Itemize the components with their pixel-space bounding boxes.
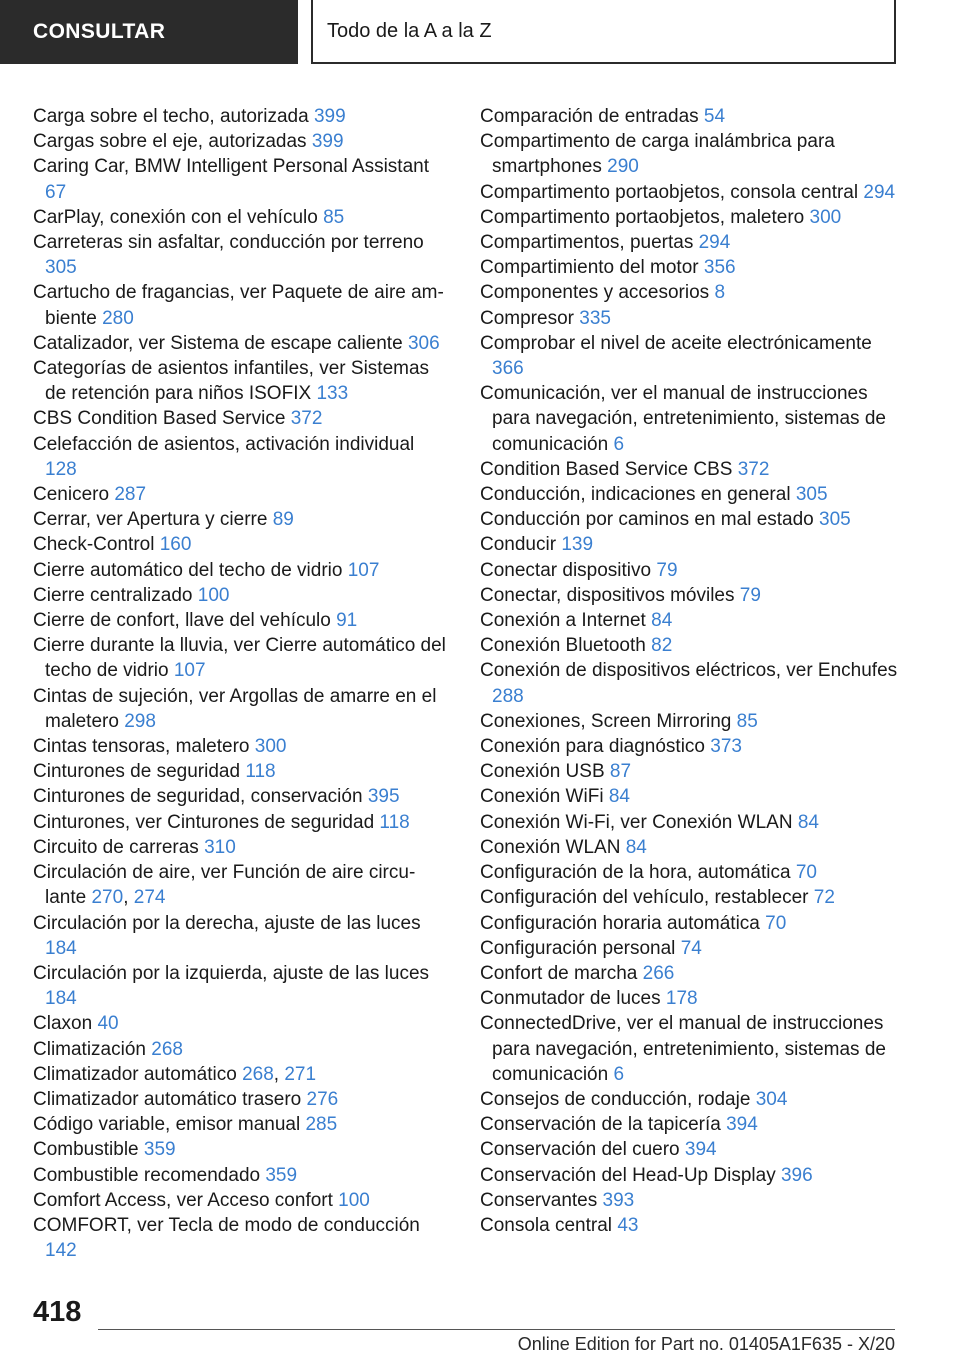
section-tab — [0, 0, 298, 64]
index-entry-text: Cenicero — [33, 484, 110, 506]
page-link[interactable]: 274 — [133, 887, 166, 909]
page-link[interactable]: 366 — [492, 358, 524, 380]
index-entry — [480, 532, 900, 557]
index-entry-text: Climatización — [33, 1038, 146, 1060]
index-entry-text: Conexión Bluetooth — [480, 635, 646, 657]
page-link[interactable]: 372 — [737, 458, 770, 480]
index-entry-text: Configuración personal — [480, 937, 676, 959]
page-link[interactable]: 300 — [254, 736, 287, 758]
index-entry — [480, 961, 900, 986]
page-link[interactable]: 54 — [703, 106, 726, 127]
page-link[interactable]: 285 — [305, 1114, 338, 1136]
index-entry-text: Celefacción de asientos, activación individual — [33, 433, 415, 455]
index-entry — [480, 784, 900, 809]
index-entry-text: Check-Control — [33, 534, 155, 556]
index-entry — [480, 658, 900, 708]
index-entry-text: Circulación por la derecha, ajuste de las luces — [33, 912, 421, 934]
page-link[interactable]: 142 — [45, 1240, 77, 1262]
index-entry — [480, 306, 900, 331]
index-entry — [33, 432, 448, 482]
index-entry-text: Código variable, emisor manual — [33, 1114, 301, 1136]
index-entry-text: Conducción, indicaciones en general — [480, 484, 791, 506]
page-link[interactable]: 84 — [625, 836, 647, 858]
index-entry — [33, 961, 448, 1011]
index-entry — [33, 1137, 448, 1162]
page-link[interactable]: 107 — [347, 559, 380, 581]
index-entry — [480, 759, 900, 784]
index-entry-text: Consejos de conducción, rodaje — [480, 1088, 751, 1110]
index-entry-text: Conservantes — [480, 1189, 598, 1211]
index-entry — [480, 911, 900, 936]
page-link[interactable]: 118 — [379, 811, 410, 833]
index-entry — [33, 558, 448, 583]
page-link[interactable]: 85 — [323, 206, 345, 228]
index-entry-text: Compartimento portaobjetos, maletero — [480, 206, 805, 228]
index-entry-text: CarPlay, conexión con el vehículo — [33, 206, 318, 228]
index-entry — [33, 759, 448, 784]
index-entry — [480, 482, 900, 507]
page-link[interactable]: 72 — [813, 887, 835, 909]
index-entry — [480, 1213, 900, 1238]
index-entry — [33, 1188, 448, 1213]
index-entry-text: Conservación de la tapicería — [480, 1114, 721, 1136]
index-entry — [33, 507, 448, 532]
index-entry-text: Cierre de confort, llave del vehículo — [33, 610, 331, 632]
index-entry-text: Categorías de asientos infantiles, ver Sistemas de retención para niños ISOFIX — [33, 358, 430, 405]
index-entry-text: Configuración de la hora, automática — [480, 862, 791, 884]
page-link[interactable]: 85 — [736, 710, 758, 732]
index-entry — [480, 280, 900, 305]
index-entry-text: Cierre automático del techo de vidrio — [33, 559, 343, 581]
page-link[interactable]: 294 — [698, 232, 731, 254]
page-number: 418 — [33, 1296, 82, 1328]
index-entry — [480, 180, 900, 205]
page-link[interactable]: 89 — [272, 509, 294, 531]
page-link[interactable]: 373 — [710, 736, 742, 758]
index-entry-text: Componentes y accesorios — [480, 282, 710, 304]
index-entry-text: Comparación de entradas — [480, 106, 699, 127]
index-entry — [480, 1137, 900, 1162]
page-link[interactable]: 100 — [338, 1189, 370, 1211]
index-entry-text: ConnectedDrive, ver el manual de instrucciones para navegación, entretenimiento, sistemas de comunicación — [480, 1013, 886, 1085]
index-entry-text: Cintas tensoras, maletero — [33, 736, 250, 758]
page-link[interactable]: 305 — [819, 509, 851, 531]
page-link[interactable]: 359 — [143, 1139, 176, 1161]
index-entry — [480, 885, 900, 910]
index-entry — [480, 835, 900, 860]
index-entry — [480, 986, 900, 1011]
index-entry — [33, 633, 448, 683]
page-link[interactable]: 298 — [124, 710, 156, 732]
index-entry — [480, 381, 900, 457]
page-link[interactable]: 79 — [656, 559, 678, 581]
page-link[interactable]: 178 — [665, 988, 698, 1010]
index-entry — [33, 331, 448, 356]
page-link[interactable]: 139 — [561, 534, 594, 556]
page-link[interactable]: 268 — [151, 1038, 183, 1060]
index-entry-text: Condition Based Service CBS — [480, 458, 733, 480]
index-entry-text: CBS Condition Based Service — [33, 408, 286, 430]
chapter-title: Todo de la A a la Z — [327, 19, 492, 42]
index-entry-text: Compartimiento del motor — [480, 257, 699, 279]
index-entry-text: Conducción por caminos en mal estado — [480, 509, 814, 531]
chapter-header — [311, 0, 896, 64]
page-link[interactable]: 305 — [45, 257, 77, 279]
page-link[interactable]: 287 — [114, 484, 147, 506]
index-entry — [480, 1112, 900, 1137]
index-entry-text: Configuración del vehículo, restablecer — [480, 887, 809, 909]
index-column-left — [33, 104, 448, 1263]
page-link[interactable]: 70 — [795, 862, 817, 884]
page-link[interactable]: 306 — [407, 332, 440, 354]
index-entry — [33, 810, 448, 835]
index-entry-text: Cargas sobre el eje, autorizadas — [33, 131, 307, 153]
index-entry-text: Conexión a Internet — [480, 610, 646, 632]
page-link[interactable]: 128 — [45, 458, 77, 480]
page-link[interactable]: 399 — [311, 131, 344, 153]
page-link[interactable]: 268 — [242, 1063, 274, 1085]
page-link[interactable]: 84 — [608, 786, 630, 808]
page-link[interactable]: 294 — [863, 181, 896, 203]
index-entry — [33, 532, 448, 557]
page-link[interactable]: 335 — [579, 307, 611, 329]
index-entry-text: Cinturones de seguridad, conservación — [33, 786, 363, 808]
index-entry-text: Carreteras sin asfaltar, conducción por terreno — [33, 232, 424, 254]
page-link[interactable]: 394 — [684, 1139, 717, 1161]
index-entry — [480, 457, 900, 482]
page-link[interactable]: 396 — [780, 1164, 813, 1186]
index-entry-text: Compartimento de carga inalámbrica para smartphones — [480, 131, 835, 178]
page-link[interactable]: 290 — [607, 156, 639, 178]
page-link[interactable]: 70 — [765, 912, 787, 934]
index-entry — [33, 1037, 448, 1062]
index-entry-text: Conservación del Head-Up Display — [480, 1164, 776, 1186]
page-link[interactable]: 393 — [602, 1189, 635, 1211]
index-entry — [480, 633, 900, 658]
index-column-right — [480, 104, 900, 1238]
page-link[interactable]: 266 — [642, 962, 675, 984]
index-entry — [480, 810, 900, 835]
page-link[interactable]: 184 — [45, 937, 77, 959]
index-entry — [33, 835, 448, 860]
page-link[interactable]: 100 — [197, 584, 230, 606]
index-entry-text: Conexión Wi-Fi, ver Conexión WLAN — [480, 811, 793, 833]
index-entry-text: Conexión de dispositivos eléctricos, ver Enchufes — [480, 660, 898, 682]
index-entry-text: Conexión para diagnóstico — [480, 736, 705, 758]
page-link[interactable]: 107 — [173, 660, 206, 682]
index-entry-text: Circuito de carreras — [33, 836, 199, 858]
index-entry-text: Compartimentos, puertas — [480, 232, 694, 254]
index-entry-text: Carga sobre el techo, autorizada — [33, 106, 309, 127]
index-entry — [33, 154, 448, 204]
index-entry-text: Combustible — [33, 1139, 139, 1161]
index-entry-text: Circulación de aire, ver Función de aire circulante — [33, 862, 416, 909]
index-entry — [480, 507, 900, 532]
index-entry — [480, 230, 900, 255]
index-entry: Climatizador automático 268, 271 — [33, 1063, 317, 1085]
index-entry — [33, 104, 448, 129]
index-entry — [33, 784, 448, 809]
index-entry — [33, 911, 448, 961]
index-entry — [480, 709, 900, 734]
index-entry-text: Confort de marcha — [480, 962, 638, 984]
page-link[interactable]: 271 — [284, 1063, 317, 1085]
index-entry-text: Conducir — [480, 534, 557, 556]
index-entry — [33, 1087, 448, 1112]
index-entry-text: Comunicación, ver el manual de instrucciones para navegación, entretenimiento, sistemas de comunicación — [480, 383, 886, 455]
index-entry — [33, 230, 448, 280]
page-link[interactable]: 87 — [609, 761, 632, 783]
page-link[interactable]: 372 — [290, 408, 323, 430]
index-entry-text: Cinturones, ver Cinturones de seguridad — [33, 811, 375, 833]
page-link[interactable]: 74 — [680, 937, 702, 959]
index-entry-text: Circulación por la izquierda, ajuste de las luces — [33, 962, 430, 984]
index-entry — [480, 734, 900, 759]
index-entry — [480, 104, 900, 129]
index-entry — [480, 936, 900, 961]
index-entry — [480, 558, 900, 583]
index-entry — [480, 1188, 900, 1213]
index-entry-text: Caring Car, BMW Intelligent Personal Assistant — [33, 156, 430, 178]
page-link[interactable]: 133 — [316, 383, 349, 405]
page-link[interactable]: 40 — [97, 1013, 119, 1035]
index-entry — [33, 129, 448, 154]
index-entry-text: Comprobar el nivel de aceite electrónicamente — [480, 332, 872, 354]
index-entry — [33, 406, 448, 431]
page-link[interactable]: 82 — [651, 635, 673, 657]
index-entry — [33, 356, 448, 406]
index-entry-text: Catalizador, ver Sistema de escape caliente — [33, 332, 403, 354]
edition-footer: Online Edition for Part no. 01405A1F635 - X/20 — [517, 1334, 895, 1354]
index-entry-text: Compartimento portaobjetos, consola central — [480, 181, 859, 203]
index-entry: Circulación de aire, ver Función de aire circulante 270, 274 — [33, 862, 416, 909]
index-entry — [480, 1087, 900, 1112]
index-entry — [480, 205, 900, 230]
page-link[interactable]: 67 — [45, 181, 67, 203]
index-entry-text: Cerrar, ver Apertura y cierre — [33, 509, 268, 531]
index-entry-text: Combustible recomendado — [33, 1164, 261, 1186]
index-entry — [33, 734, 448, 759]
page-link[interactable]: 118 — [245, 761, 276, 783]
page-link[interactable]: 399 — [313, 106, 346, 127]
index-entry-text: Conexión WLAN — [480, 836, 621, 858]
page-link[interactable]: 359 — [265, 1164, 298, 1186]
page-link[interactable]: 394 — [726, 1114, 758, 1136]
page-link[interactable]: 84 — [797, 811, 819, 833]
index-entry — [480, 608, 900, 633]
index-entry — [33, 1163, 448, 1188]
index-entry-text: Consola central — [480, 1214, 613, 1236]
section-tab-label: CONSULTAR — [33, 20, 166, 43]
index-entry-text: Conexión WiFi — [480, 786, 604, 808]
index-entry — [33, 583, 448, 608]
index-entry — [33, 205, 448, 230]
page-link[interactable]: 43 — [617, 1214, 639, 1236]
index-entry-text: Compresor — [480, 307, 574, 329]
index-entry — [33, 1011, 448, 1036]
index-entry — [480, 1163, 900, 1188]
index-entry — [33, 684, 448, 734]
index-entry-text: Climatizador automático trasero — [33, 1088, 302, 1110]
index-entry — [480, 1011, 900, 1087]
index-entry — [33, 608, 448, 633]
index-entry-text: Cierre centralizado — [33, 584, 193, 606]
page-link[interactable]: 160 — [159, 534, 192, 556]
index-entry — [480, 255, 900, 280]
index-entry-text: Conectar, dispositivos móviles — [480, 584, 735, 606]
page-link[interactable]: 356 — [703, 257, 736, 279]
index-entry-text: Cartucho de fragancias, ver Paquete de aire ambiente — [33, 282, 444, 329]
index-entry-text: Conmutador de luces — [480, 988, 661, 1010]
index-entry — [480, 129, 900, 179]
page-link[interactable]: 6 — [613, 1063, 625, 1085]
page-link[interactable]: 280 — [102, 307, 134, 329]
page-link[interactable]: 84 — [651, 610, 673, 632]
page-link[interactable]: 79 — [739, 584, 761, 606]
page-link[interactable]: 300 — [809, 206, 842, 228]
index-entry — [33, 482, 448, 507]
index-entry-text: Conectar dispositivo — [480, 559, 652, 581]
page-link[interactable]: 6 — [613, 433, 625, 455]
page-link[interactable]: 288 — [492, 685, 524, 707]
index-entry-text: Comfort Access, ver Acceso confort — [33, 1189, 333, 1211]
footer-divider — [98, 1329, 895, 1330]
index-entry — [480, 331, 900, 381]
index-entry-text: Conexiones, Screen Mirroring — [480, 710, 732, 732]
page-link[interactable]: 184 — [45, 988, 77, 1010]
page-link[interactable]: 91 — [336, 610, 358, 632]
page-link[interactable]: 304 — [755, 1088, 788, 1110]
index-entry-text: COMFORT, ver Tecla de modo de conducción — [33, 1214, 420, 1236]
page-link[interactable]: 8 — [714, 282, 726, 304]
index-entry-text: Conservación del cuero — [480, 1139, 680, 1161]
page-link[interactable]: 310 — [204, 836, 236, 858]
index-entry-text: Conexión USB — [480, 761, 605, 783]
index-entry-text: Configuración horaria automática — [480, 912, 760, 934]
page-link[interactable]: 276 — [306, 1088, 339, 1110]
index-entry — [480, 860, 900, 885]
page-link[interactable]: 395 — [367, 786, 400, 808]
index-entry-text: Cinturones de seguridad — [33, 761, 241, 783]
index-entry-text: Claxon — [33, 1013, 93, 1035]
index-entry — [33, 1112, 448, 1137]
index-entry-text: Cierre durante la lluvia, ver Cierre automático del techo de vidrio — [33, 635, 446, 682]
page-link[interactable]: 270 — [91, 887, 124, 909]
index-entry-text: Cintas de sujeción, ver Argollas de amarre en el maletero — [33, 685, 437, 732]
index-entry-text: Climatizador automático — [33, 1063, 237, 1085]
index-entry — [33, 1213, 448, 1263]
index-entry — [33, 280, 448, 330]
page-link[interactable]: 305 — [795, 484, 828, 506]
index-entry — [480, 583, 900, 608]
